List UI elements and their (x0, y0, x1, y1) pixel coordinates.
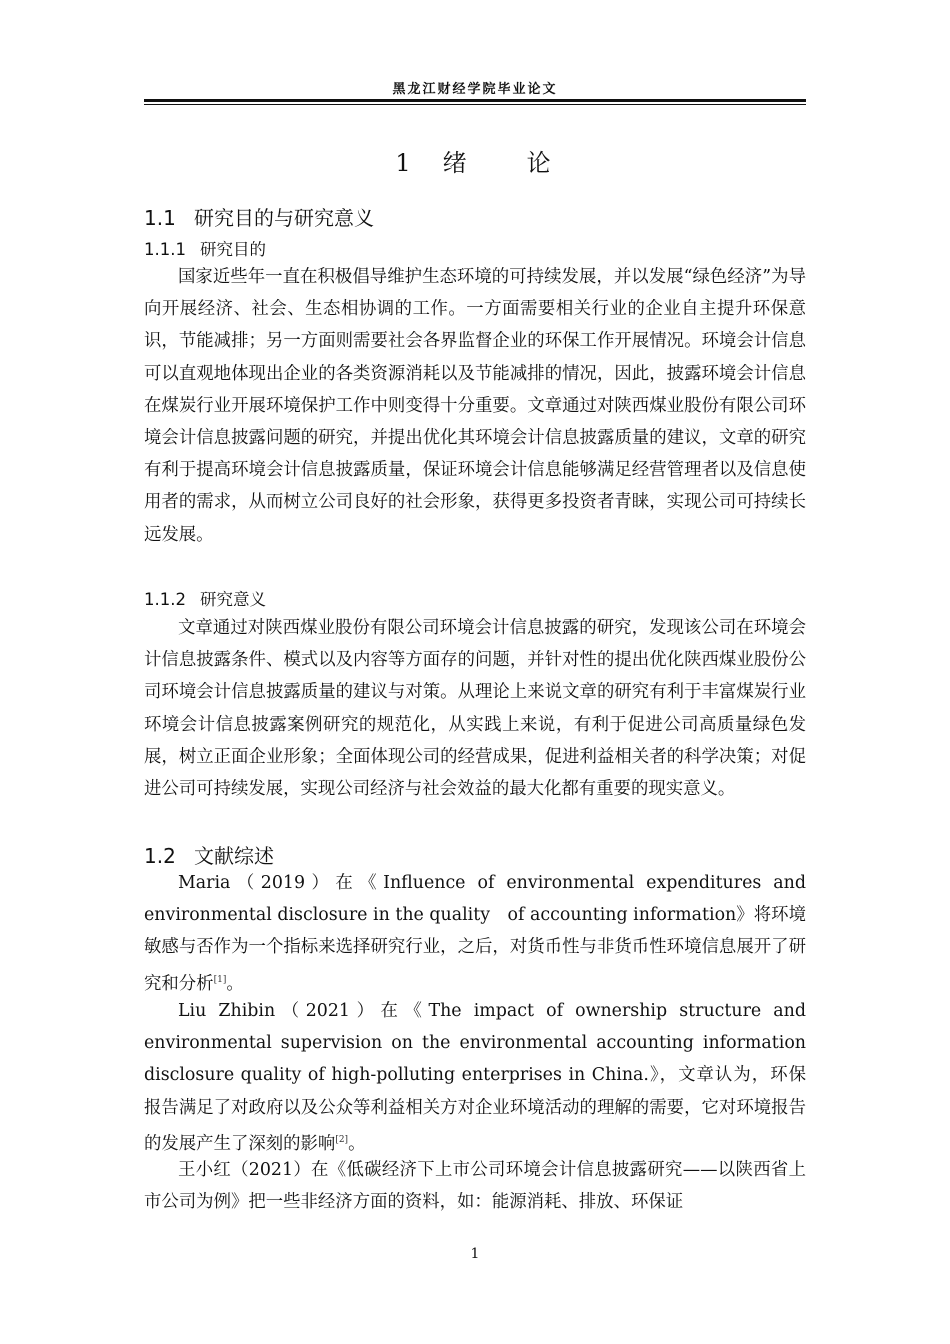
citation-ref: [1] (213, 974, 227, 985)
subsection-title: 研究目的 (200, 240, 266, 259)
subsection-heading-1-1-1 (144, 236, 266, 260)
page-header: 黑龙江财经学院毕业论文 (392, 82, 558, 97)
section-title: 研究目的与研究意义 (194, 206, 374, 230)
subsection-title: 研究意义 (200, 590, 266, 609)
paragraph-end: 。 (348, 1133, 366, 1154)
section-number: 1.2 (144, 844, 176, 868)
paragraph-literature-wang: 王小红（2021）在《低碳经济下上市公司环境会计信息披露研究——以陕西省上市公司为例》把一些非经济方面的资料，如：能源消耗、排放、环保证 (144, 1160, 806, 1213)
chapter-title: 1 绪 论 (395, 149, 555, 177)
section-title: 文献综述 (194, 844, 274, 868)
paragraph-literature-maria (144, 867, 806, 1000)
header-rule-thin (144, 104, 806, 105)
citation-ref: [2] (335, 1134, 349, 1145)
section-heading-1-1 (144, 202, 374, 231)
page-number: 1 (470, 1246, 480, 1262)
paragraph-end: 。 (226, 973, 244, 994)
paragraph-research-purpose: 国家近些年一直在积极倡导维护生态环境的可持续发展，并以发展“绿色经济”为导向开展经济、社会、生态相协调的工作。一方面需要相关行业的企业自主提升环保意识，节能减排；另一方面则需要社会各界监督企业的环保工作开展情况。环境会计信息可以直观地体现出企业的各类资源消耗以及节能减排的情况，因此，披露环境会计信息在煤炭行业开展环境保护工作中则变得十分重要。文章通过对陕西煤业股份有限公司环境会计信息披露问题的研究，并提出优化其环境会计信息披露质量的建议，文章的研究有利于提高环境会计信息披露质量，保证环境会计信息能够满足经营管理者以及信息使用者的需求，从而树立公司良好的社会形象，获得更多投资者青睐，实现公司可持续长远发展。 (144, 267, 806, 545)
paragraph-text: Liu Zhibin（2021）在《The impact of ownership structure and environmental supervision on the environmental accounting information disclosure quality of high-polluting enterprises in China.》，文章认为，环保报告满足了对政府以及公众等利益相关方对企业环境活动的理解的需要，它对环境报告的发展产生了深刻的影响 (144, 1001, 806, 1154)
subsection-heading-1-1-2 (144, 586, 266, 610)
subsection-number: 1.1.1 (144, 240, 186, 259)
section-number: 1.1 (144, 206, 176, 230)
paragraph-literature-liu (144, 995, 806, 1160)
header-rule-thick (144, 99, 806, 102)
paragraph-text: Maria（2019）在《Influence of environmental expenditures and environmental disclosure in the quality of accounting information》将环境敏感与否作为一个指标来选择研究行业，之后，对货币性与非货币性环境信息展开了研究和分析 (144, 873, 806, 994)
paragraph-research-significance: 文章通过对陕西煤业股份有限公司环境会计信息披露的研究，发现该公司在环境会计信息披露条件、模式以及内容等方面存的问题，并针对性的提出优化陕西煤业股份公司环境会计信息披露质量的建议与对策。从理论上来说文章的研究有利于丰富煤炭行业环境会计信息披露案例研究的规范化，从实践上来说，有利于促进公司高质量绿色发展，树立正面企业形象；全面体现公司的经营成果，促进利益相关者的科学决策；对促进公司可持续发展，实现公司经济与社会效益的最大化都有重要的现实意义。 (144, 618, 806, 800)
subsection-number: 1.1.2 (144, 590, 186, 609)
section-heading-1-2 (144, 840, 274, 869)
